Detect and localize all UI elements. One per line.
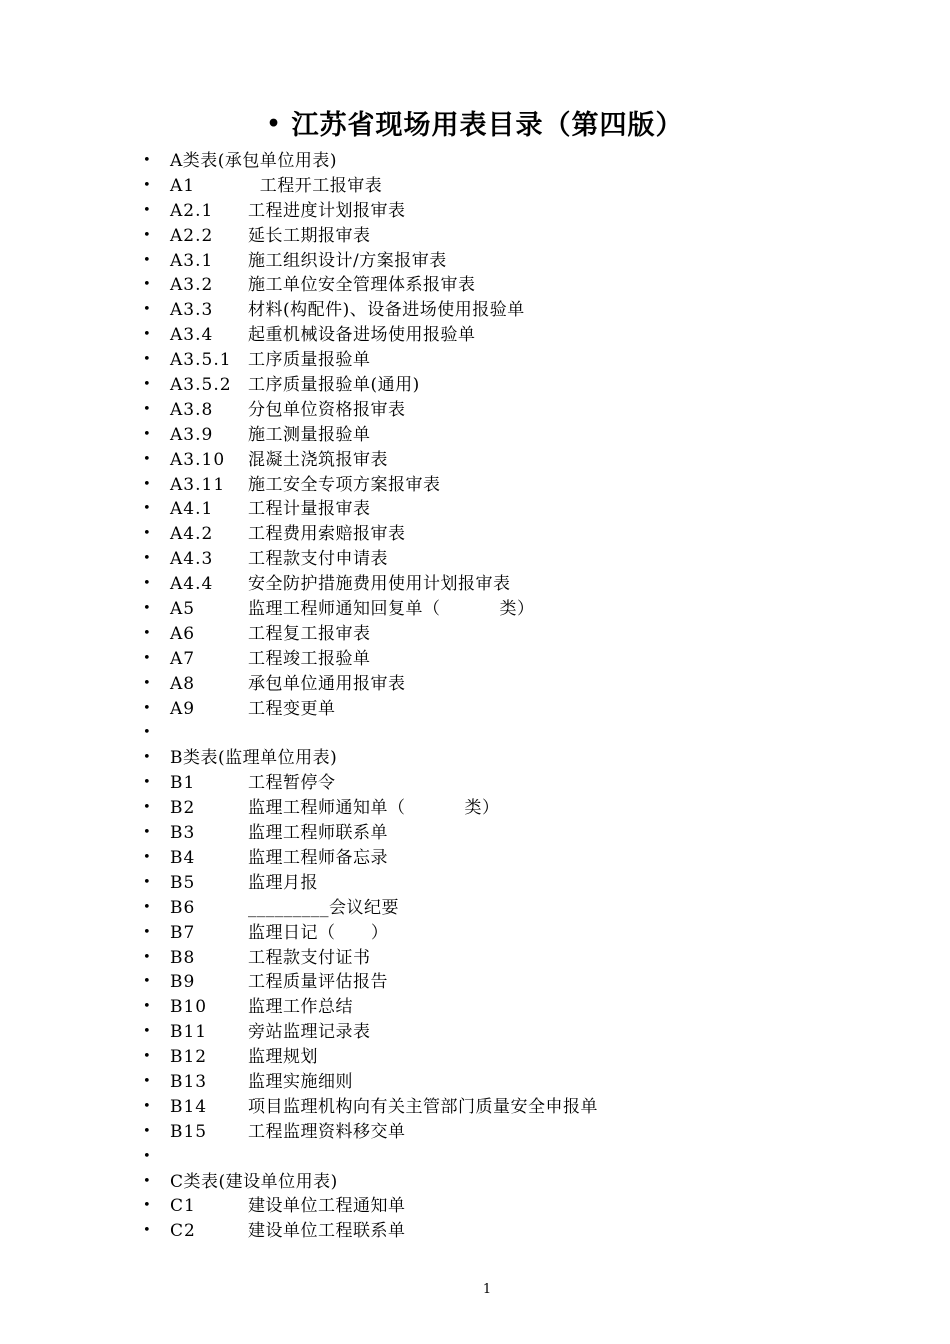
- list-bullet: •: [143, 949, 151, 965]
- form-name: 施工组织设计/方案报审表: [248, 250, 447, 271]
- list-bullet: •: [143, 576, 151, 592]
- form-code: A9: [170, 698, 196, 719]
- form-code: A3.2: [170, 275, 214, 296]
- form-name: 工序质量报验单: [248, 350, 371, 371]
- form-code: C2: [170, 1221, 196, 1242]
- form-code: B13: [170, 1071, 208, 1092]
- form-code: B6: [170, 897, 196, 918]
- form-code: A3.4: [170, 325, 214, 346]
- list-bullet: •: [143, 277, 151, 293]
- title-bullet: •: [266, 111, 282, 137]
- list-bullet: •: [143, 625, 151, 641]
- form-name: 旁站监理记录表: [248, 1022, 371, 1043]
- form-code: A4.2: [170, 524, 214, 545]
- list-bullet: •: [143, 1098, 151, 1114]
- form-code: B7: [170, 922, 196, 943]
- form-name: 监理工程师备忘录: [248, 847, 388, 868]
- form-code: A3.10: [170, 449, 226, 470]
- form-name: 工程变更单: [248, 698, 336, 719]
- form-name: 监理实施细则: [248, 1071, 353, 1092]
- list-bullet: •: [143, 1223, 151, 1239]
- form-name: 工程款支付申请表: [248, 549, 388, 570]
- form-name: 监理规划: [248, 1047, 318, 1068]
- list-bullet: •: [143, 750, 151, 766]
- form-name: 工程进度计划报审表: [248, 200, 406, 221]
- form-code: B1: [170, 773, 196, 794]
- list-bullet: •: [143, 825, 151, 841]
- form-name: 工程款支付证书: [248, 947, 371, 968]
- list-bullet: •: [143, 252, 151, 268]
- form-code: B15: [170, 1121, 208, 1142]
- form-name: 工程费用索赔报审表: [248, 524, 406, 545]
- list-bullet: •: [143, 1198, 151, 1214]
- list-bullet: •: [143, 551, 151, 567]
- form-name: 监理月报: [248, 872, 318, 893]
- list-bullet: •: [143, 849, 151, 865]
- list-bullet: •: [143, 227, 151, 243]
- form-name: 施工单位安全管理体系报审表: [248, 275, 476, 296]
- list-bullet: •: [143, 1123, 151, 1139]
- list-bullet: •: [143, 1024, 151, 1040]
- list-bullet: •: [143, 153, 151, 168]
- list-bullet: •: [143, 650, 151, 666]
- form-name: 施工测量报验单: [248, 424, 371, 445]
- list-bullet: •: [143, 1073, 151, 1089]
- form-code: B14: [170, 1096, 208, 1117]
- form-name: 施工安全专项方案报审表: [248, 474, 441, 495]
- form-name: 工序质量报验单(通用): [248, 375, 420, 396]
- form-code: B11: [170, 1022, 208, 1043]
- form-code: A8: [170, 673, 196, 694]
- form-code: A2.1: [170, 200, 214, 221]
- list-bullet: •: [143, 601, 151, 617]
- form-name: 分包单位资格报审表: [248, 399, 406, 420]
- list-bullet: •: [143, 1148, 151, 1164]
- form-code: B12: [170, 1047, 208, 1068]
- form-code: B2: [170, 798, 196, 819]
- list-bullet: •: [143, 327, 151, 343]
- list-bullet: •: [143, 426, 151, 442]
- form-name: 起重机械设备进场使用报验单: [248, 325, 476, 346]
- form-name: 监理工程师通知单（ 类）: [248, 798, 500, 819]
- list-bullet: •: [143, 1173, 151, 1189]
- document-title: [0, 103, 950, 142]
- form-code: A3.3: [170, 300, 214, 321]
- form-name: 工程开工报审表: [248, 175, 383, 196]
- form-code: A4.3: [170, 549, 214, 570]
- form-name: 安全防护措施费用使用计划报审表: [248, 574, 511, 595]
- form-name: 监理工程师联系单: [248, 823, 388, 844]
- list-bullet: •: [143, 202, 151, 218]
- form-name: 工程复工报审表: [248, 623, 371, 644]
- form-code: A7: [170, 648, 196, 669]
- form-name: 工程质量评估报告: [248, 972, 388, 993]
- form-code: B3: [170, 823, 196, 844]
- list-bullet: •: [143, 675, 151, 691]
- form-code: A3.5.1: [170, 350, 232, 371]
- form-code: A3.5.2: [170, 375, 232, 396]
- section-heading-text: C类表(建设单位用表): [170, 1171, 338, 1192]
- list-bullet: •: [143, 451, 151, 467]
- list-bullet: •: [143, 1049, 151, 1065]
- section-heading-text: A类表(承包单位用表): [170, 151, 338, 171]
- list-bullet: •: [143, 999, 151, 1015]
- form-code: C1: [170, 1196, 196, 1217]
- form-name: 承包单位通用报审表: [248, 673, 406, 694]
- form-code: A5: [170, 599, 196, 620]
- list-bullet: •: [143, 476, 151, 492]
- list-bullet: •: [143, 725, 151, 741]
- list-bullet: •: [143, 974, 151, 990]
- form-code: A6: [170, 623, 196, 644]
- list-bullet: •: [143, 401, 151, 417]
- form-name: 监理工程师通知回复单（ 类）: [248, 599, 535, 620]
- form-code: B9: [170, 972, 196, 993]
- form-name: 项目监理机构向有关主管部门质量安全申报单: [248, 1096, 598, 1117]
- title-text: 江苏省现场用表目录（第四版）: [291, 110, 684, 141]
- list-bullet: •: [143, 775, 151, 791]
- list-bullet: •: [143, 177, 151, 193]
- form-code: A4.4: [170, 574, 214, 595]
- form-code: A4.1: [170, 499, 214, 520]
- form-code: B4: [170, 847, 196, 868]
- form-name: 工程监理资料移交单: [248, 1121, 406, 1142]
- list-bullet: •: [143, 874, 151, 890]
- list-bullet: •: [143, 302, 151, 318]
- list-bullet: •: [143, 501, 151, 517]
- form-name: 建设单位工程联系单: [248, 1221, 406, 1242]
- form-code: A3.1: [170, 250, 214, 271]
- section-heading-text: B类表(监理单位用表): [170, 748, 338, 769]
- form-name: 混凝土浇筑报审表: [248, 449, 388, 470]
- list-bullet: •: [143, 526, 151, 542]
- list-bullet: •: [143, 352, 151, 368]
- form-name: 工程暂停令: [248, 773, 336, 794]
- list-bullet: •: [143, 800, 151, 816]
- list-bullet: •: [143, 377, 151, 393]
- form-code: B10: [170, 997, 208, 1018]
- form-name: 材料(构配件)、设备进场使用报验单: [248, 300, 525, 321]
- form-code: B5: [170, 872, 196, 893]
- form-name: 监理工作总结: [248, 997, 353, 1018]
- form-code: A3.9: [170, 424, 214, 445]
- list-bullet: •: [143, 700, 151, 716]
- form-code: A3.11: [170, 474, 226, 495]
- form-name: 建设单位工程通知单: [248, 1196, 406, 1217]
- form-name: 工程竣工报验单: [248, 648, 371, 669]
- form-name: _________会议纪要: [248, 897, 399, 918]
- form-code: A1: [170, 175, 196, 196]
- form-name: 监理日记（ ）: [248, 922, 389, 943]
- form-code: B8: [170, 947, 196, 968]
- form-code: A3.8: [170, 399, 214, 420]
- list-bullet: •: [143, 924, 151, 940]
- form-code: A2.2: [170, 225, 214, 246]
- page-number: 1: [482, 1282, 492, 1297]
- form-name: 延长工期报审表: [248, 225, 371, 246]
- form-name: 工程计量报审表: [248, 499, 371, 520]
- list-bullet: •: [143, 899, 151, 915]
